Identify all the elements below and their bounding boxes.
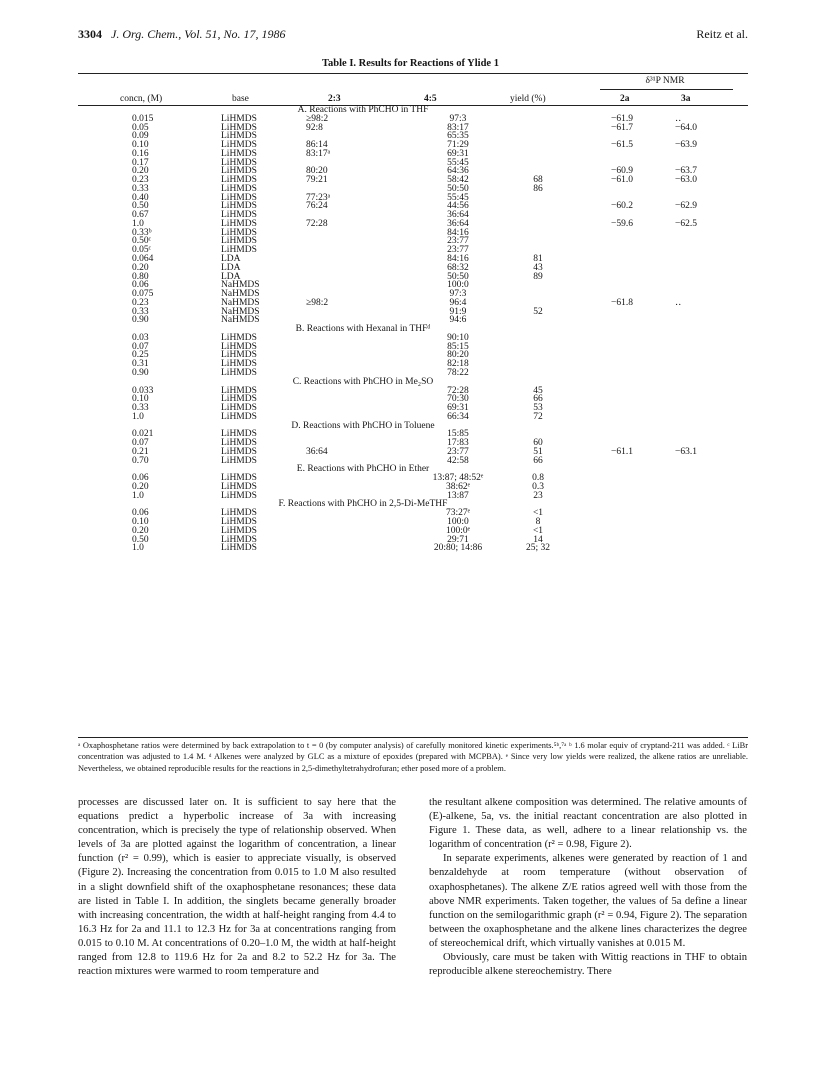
cell-base: LiHMDS [221,332,257,343]
cell-ratio-45: 71:29 [447,140,469,151]
cell-concn: 0.20 [132,262,149,273]
cell-nmr-3a: −63.1 [675,446,697,457]
table-bottom-rule [78,737,748,738]
cell-concn: 0.33 [132,183,149,194]
cell-nmr-2a: −59.6 [611,218,633,229]
cell-base: NaHMDS [221,289,260,300]
cell-base: LiHMDS [221,183,257,194]
cell-base: LiHMDS [221,175,257,186]
table-row [78,308,748,317]
col-header-ratio-45: 4:5 [424,94,437,104]
cell-base: LiHMDS [221,446,257,457]
cell-nmr-3a: −63.0 [675,175,697,186]
cell-base: LiHMDS [221,438,257,449]
body-paragraph: processes are discussed later on. It is sufficient to say here that the equations predict a hyperbolic increase of 3a with increasing concentration, which is precisely the type of relationship observed. When levels of 3a are plotted against the logarithm of concentration, a linear function (r² = 0.99), which is easier to appreciate visually, is observed (Figure 2). Increasing the concentration from 0.015 to 1.0 M also resulted in a slight downfield shift of the oxaphosphetane resonances; these data are listed in Table I. In addition, the singlets became generally broader with increasing concentration, the width at half-height ranging from 4.4 to 16.3 Hz for 2a and 11.1 to 12.3 Hz for 3a at concentrations ranging from 0.015 to 0.10 M. At concentrations of 0.20–1.0 M, the width at half-height ranged from 12.8 to 119.6 Hz for 2a and 8.2 to 52.2 Hz for 3a. The reaction mixtures were warmed to room temperature and [78,797,396,978]
cell-concn: 0.90 [132,367,149,378]
cell-nmr-2a: −61.7 [611,122,633,133]
body-left-column [78,796,396,979]
nmr-group-rule [600,89,733,90]
cell-concn: 1.0 [132,490,144,501]
cell-ratio-23: 77:23ᵃ [306,192,331,203]
cell-ratio-45: 23:77 [447,245,469,256]
cell-base: NaHMDS [221,306,260,317]
table-row [78,509,748,518]
cell-nmr-2a: −61.1 [611,446,633,457]
cell-base: LiHMDS [221,473,257,484]
cell-ratio-45: 23:77 [447,446,469,457]
table-row [78,395,748,404]
cell-base: LiHMDS [221,210,257,221]
cell-nmr-2a: −60.2 [611,201,633,212]
cell-ratio-45: 38:62ᵉ [445,481,471,492]
cell-ratio-23: 79:21 [306,175,328,186]
cell-ratio-45: 23:77 [447,236,469,247]
cell-base: LiHMDS [221,367,257,378]
table-row [78,360,748,369]
cell-concn: 0.10 [132,140,149,151]
cell-nmr-3a: −64.0 [675,122,697,133]
cell-nmr-2a: −61.8 [611,297,633,308]
table-row [78,387,748,396]
cell-ratio-45: 58:42 [447,175,469,186]
cell-yield: 14 [533,534,543,545]
cell-ratio-23: ≥98:2 [306,297,329,308]
section-heading: B. Reactions with Hexanal in THFᵈ [295,324,431,335]
col-header-2a: 2a [620,94,630,104]
cell-ratio-45: 97:3 [449,113,467,124]
cell-concn: 1.0 [132,543,144,554]
cell-yield: 25; 32 [525,543,550,554]
cell-base: LiHMDS [221,157,257,168]
table-row [78,167,748,176]
cell-concn: 0.10 [132,394,149,405]
cell-concn: 0.23 [132,175,149,186]
table-top-rule [78,73,748,74]
cell-yield: 52 [533,306,543,317]
cell-ratio-23: 92:8 [306,122,323,133]
cell-yield: <1 [532,525,544,536]
cell-ratio-45: 100:0ᵉ [445,525,471,536]
cell-nmr-2a: −60.9 [611,166,633,177]
cell-ratio-45: 50:50 [447,271,469,282]
table-row [78,273,748,282]
cell-concn: 0.23 [132,297,149,308]
table-body [78,106,748,553]
cell-concn: 0.20 [132,166,149,177]
cell-concn: 0.80 [132,271,149,282]
table-caption: Table I. Results for Reactions of Ylide 1 [322,58,499,69]
cell-nmr-3a: −63.7 [675,166,697,177]
cell-base: LiHMDS [221,525,257,536]
cell-base: LiHMDS [221,201,257,212]
cell-base: LiHMDS [221,236,257,247]
cell-ratio-45: 100:0 [447,516,469,527]
cell-concn: 0.90 [132,315,149,326]
cell-yield: 23 [533,490,543,501]
cell-ratio-45: 15:85 [447,429,469,440]
table-row [78,194,748,203]
table-row [78,334,748,343]
cell-ratio-45: 72:28 [447,385,469,396]
cell-ratio-45: 70:30 [447,394,469,405]
cell-base: LiHMDS [221,148,257,159]
table-row [78,527,748,536]
page-number: 3304 [78,27,102,41]
cell-yield: 66 [533,455,543,466]
cell-ratio-45: 100:0 [447,280,469,291]
cell-base: LiHMDS [221,140,257,151]
cell-yield: 51 [533,446,543,457]
cell-concn: 0.20 [132,481,149,492]
cell-concn: 0.05 [132,122,149,133]
body-right-column [429,796,747,979]
cell-concn: 0.06 [132,280,149,291]
cell-ratio-23: 83:17ᵃ [306,148,331,159]
cell-yield: 45 [533,385,543,396]
cell-nmr-3a: ‥ [675,297,682,308]
table-row [78,255,748,264]
table-row [78,132,748,141]
table-row [78,141,748,150]
cell-nmr-3a: ‥ [675,113,682,124]
cell-concn: 0.06 [132,473,149,484]
table-row [78,439,748,448]
cell-base: LiHMDS [221,218,257,229]
cell-base: LiHMDS [221,359,257,370]
running-header [78,27,748,45]
cell-concn: 0.07 [132,438,149,449]
cell-base: LiHMDS [221,543,257,554]
table-row [78,351,748,360]
cell-concn: 0.31 [132,359,149,370]
cell-base: LiHMDS [221,455,257,466]
cell-base: LDA [221,271,241,282]
cell-concn: 0.50 [132,534,149,545]
cell-ratio-45: 69:31 [447,403,469,414]
table-row [78,176,748,185]
cell-yield: 53 [533,403,543,414]
table-row [78,483,748,492]
cell-base: LiHMDS [221,245,257,256]
table-row [78,474,748,483]
cell-concn: 0.20 [132,525,149,536]
table-row [78,281,748,290]
cell-ratio-45: 90:10 [447,332,469,343]
table-row [78,237,748,246]
table-row [78,202,748,211]
cell-ratio-45: 97:3 [449,289,467,300]
cell-ratio-45: 94:6 [449,315,467,326]
cell-ratio-45: 66:34 [447,411,469,422]
cell-concn: 0.16 [132,148,149,159]
section-heading: A. Reactions with PhCHO in THF [297,105,429,115]
table-row [78,159,748,168]
table-row [78,264,748,273]
cell-yield: 68 [533,175,543,186]
cell-ratio-23: 80:20 [306,166,328,177]
cell-ratio-23: 86:14 [306,140,328,151]
cell-base: LiHMDS [221,341,257,352]
cell-concn: 0.015 [132,113,154,124]
cell-ratio-45: 50:50 [447,183,469,194]
table-row [78,124,748,133]
table-row [78,404,748,413]
cell-concn: 0.033 [132,385,154,396]
cell-concn: 1.0 [132,218,144,229]
cell-nmr-2a: −61.9 [611,113,633,124]
cell-yield: 60 [533,438,543,449]
cell-base: LiHMDS [221,113,257,124]
cell-base: LiHMDS [221,131,257,142]
cell-base: LiHMDS [221,534,257,545]
cell-yield: 8 [535,516,541,527]
table-row [78,211,748,220]
journal-citation: J. Org. Chem., Vol. 51, No. 17, 1986 [111,27,286,41]
cell-yield: 0.3 [532,481,544,492]
cell-concn: 0.21 [132,446,149,457]
section-heading: E. Reactions with PhCHO in Ether [296,464,430,475]
cell-ratio-23: 36:64 [306,446,328,457]
section-heading: C. Reactions with PhCHO in Me₂SO [292,376,434,387]
cell-concn: 0.06 [132,508,149,519]
cell-ratio-45: 55:45 [447,157,469,168]
body-paragraph: the resultant alkene composition was determined. The relative amounts of (E)-alkene, 5a, vs. the initial reactant concentration are also plotted in Figure 1. These data, as well, adhere to a linear relationship vs. the logarithm of concentration (r² = 0.98, Figure 2). [429,797,747,851]
table-row [78,220,748,229]
cell-nmr-3a: −62.5 [675,218,697,229]
cell-base: LiHMDS [221,350,257,361]
cell-concn: 0.40 [132,192,149,203]
cell-ratio-45: 84:16 [447,254,469,265]
cell-concn: 0.10 [132,516,149,527]
cell-yield: 81 [533,254,543,265]
cell-base: LiHMDS [221,192,257,203]
cell-base: NaHMDS [221,280,260,291]
body-paragraph: Obviously, care must be taken with Wittig reactions in THF to obtain reproducible alkene stereochemistry. There [429,952,747,978]
cell-ratio-45: 20:80; 14:86 [433,543,483,554]
cell-ratio-45: 36:64 [447,218,469,229]
table-row [78,150,748,159]
table-row [78,448,748,457]
cell-yield: 66 [533,394,543,405]
cell-ratio-45: 65:35 [447,131,469,142]
cell-concn: 0.33 [132,306,149,317]
cell-ratio-45: 69:31 [447,148,469,159]
cell-base: LiHMDS [221,166,257,177]
table-row [78,343,748,352]
cell-base: NaHMDS [221,297,260,308]
cell-yield: 72 [533,411,543,422]
cell-yield: 0.8 [532,473,544,484]
cell-yield: 43 [533,262,543,273]
cell-base: NaHMDS [221,315,260,326]
cell-ratio-45: 83:17 [447,122,469,133]
cell-ratio-45: 96:4 [449,297,467,308]
table-row [78,246,748,255]
cell-base: LiHMDS [221,429,257,440]
cell-ratio-45: 80:20 [447,350,469,361]
cell-base: LDA [221,254,241,265]
cell-base: LiHMDS [221,394,257,405]
table-row [78,185,748,194]
cell-concn: 0.17 [132,157,149,168]
cell-base: LiHMDS [221,490,257,501]
cell-ratio-45: 64:36 [447,166,469,177]
cell-ratio-45: 91:9 [449,306,467,317]
cell-ratio-45: 36:64 [447,210,469,221]
table-row [78,430,748,439]
table-row [78,299,748,308]
cell-ratio-45: 84:16 [447,227,469,238]
col-header-base: base [232,94,249,104]
cell-concn: 0.33ᵇ [132,227,152,238]
cell-ratio-45: 55:45 [447,192,469,203]
cell-concn: 0.075 [132,289,154,300]
table-row [78,536,748,545]
table-row [78,544,748,553]
cell-concn: 0.05ᶜ [132,245,152,256]
cell-base: LiHMDS [221,508,257,519]
col-header-yield: yield (%) [510,94,546,104]
cell-base: LDA [221,262,241,273]
cell-ratio-45: 78:22 [447,367,469,378]
cell-ratio-23: 72:28 [306,218,328,229]
cell-base: LiHMDS [221,385,257,396]
cell-ratio-45: 29:71 [447,534,469,545]
table-row [78,229,748,238]
col-header-concn: concn, (M) [120,94,163,104]
table-row [78,518,748,527]
cell-nmr-3a: −63.9 [675,140,697,151]
cell-base: LiHMDS [221,227,257,238]
cell-concn: 0.33 [132,403,149,414]
cell-yield: 89 [533,271,543,282]
cell-concn: 0.07 [132,341,149,352]
cell-concn: 0.67 [132,210,149,221]
cell-ratio-45: 42:58 [447,455,469,466]
cell-ratio-45: 73:27ᵉ [445,508,471,519]
cell-yield: 86 [533,183,543,194]
cell-nmr-3a: −62.9 [675,201,697,212]
cell-nmr-2a: −61.5 [611,140,633,151]
cell-ratio-45: 13:87; 48:52ᵉ [432,473,484,484]
cell-ratio-45: 82:18 [447,359,469,370]
cell-base: LiHMDS [221,481,257,492]
cell-base: LiHMDS [221,411,257,422]
header-authors: Reitz et al. [696,27,748,41]
cell-nmr-2a: −61.0 [611,175,633,186]
table-footnotes: ᵃ Oxaphosphetane ratios were determined by back extrapolation to t = 0 (by computer analysis) of carefully monitored kinetic experiments.⁵ᵇ,⁷ᵃ ᵇ 1.6 molar equiv of cryptand-211 was added. ᶜ LiBr concentration was adjusted to 1.4 M. ᵈ Alkenes were analyzed by GLC as a mixture of epoxides (prepared with MCPBA). ᵉ Since very low yields were realized, the alkene ratios are unreliable. Nevertheless, we obtained reproducible results for the reactions in 2,5-dimethyltetrahydrofuran; ether posed more of a problem. [78,741,748,773]
section-heading: F. Reactions with PhCHO in 2,5-Di-MeTHF [278,499,448,510]
cell-base: LiHMDS [221,122,257,133]
cell-concn: 0.021 [132,429,154,440]
nmr-group-header: δ³¹P NMR [645,76,685,86]
cell-concn: 0.50 [132,201,149,212]
cell-ratio-23: ≥98:2 [306,113,329,124]
cell-base: LiHMDS [221,516,257,527]
cell-yield: <1 [532,508,544,519]
cell-concn: 0.50ᶜ [132,236,152,247]
cell-ratio-45: 44:56 [447,201,469,212]
header-left [78,27,286,42]
cell-concn: 0.03 [132,332,149,343]
cell-concn: 0.064 [132,254,154,265]
cell-ratio-23: 76:24 [306,201,328,212]
cell-concn: 0.70 [132,455,149,466]
cell-ratio-45: 17:83 [447,438,469,449]
cell-concn: 1.0 [132,411,144,422]
col-header-3a: 3a [681,94,691,104]
cell-base: LiHMDS [221,403,257,414]
cell-ratio-45: 13:87 [447,490,469,501]
table-row [78,290,748,299]
cell-concn: 0.25 [132,350,149,361]
table-row [78,115,748,124]
section-heading: D. Reactions with PhCHO in Toluene [291,420,435,431]
cell-ratio-45: 68:32 [447,262,469,273]
cell-ratio-45: 85:15 [447,341,469,352]
body-paragraph: In separate experiments, alkenes were generated by reaction of 1 and benzaldehyde at room temperature (without observation of oxaphosphetanes). The alkene Z/E ratios agreed well with those from the above NMR experiments. Taken together, the values of 5a define a linear function on the semilogarithmic graph (r² = 0.94, Figure 2). The separation between the oxaphosphetane and the alkene lines characterizes the degree of stereochemical drift, which virtually vanishes at 0.015 M. [429,853,747,949]
cell-concn: 0.09 [132,131,149,142]
col-header-ratio-23: 2:3 [328,94,341,104]
